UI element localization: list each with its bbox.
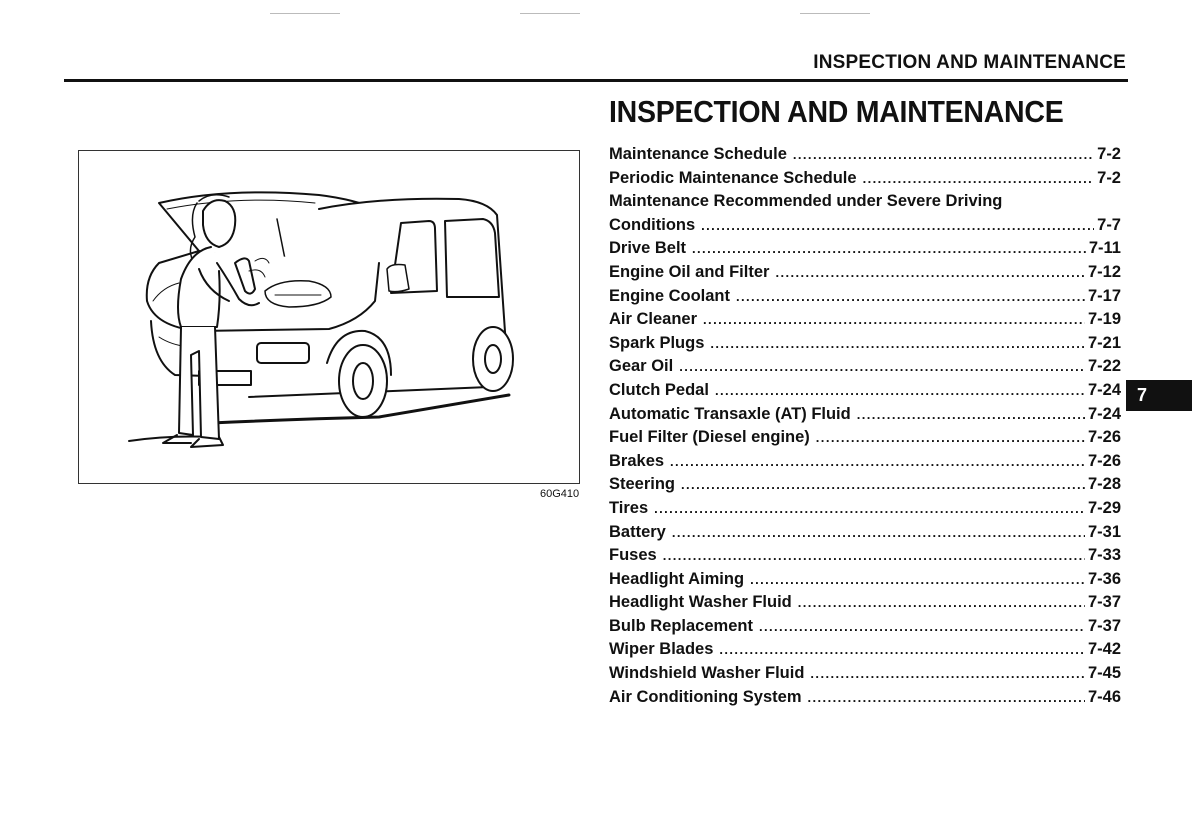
toc-entry[interactable]	[609, 688, 1121, 712]
toc-label: Fuel Filter (Diesel engine)	[609, 428, 810, 447]
toc-entry[interactable]	[609, 452, 1121, 476]
leader-dots	[654, 501, 1085, 516]
toc-entry[interactable]	[609, 192, 1121, 216]
toc-label: Conditions	[609, 215, 696, 234]
toc-label: Headlight Aiming	[609, 569, 745, 588]
toc-page: 7-36	[1087, 569, 1121, 588]
toc-entry[interactable]	[609, 664, 1121, 688]
leader-dots	[679, 359, 1085, 374]
leader-dots	[863, 171, 1095, 186]
page-title: INSPECTION AND MAINTENANCE	[609, 94, 1064, 129]
leader-dots	[663, 548, 1085, 563]
toc-label: Drive Belt	[609, 239, 687, 258]
toc-page: 7-37	[1087, 593, 1121, 612]
leader-dots	[692, 241, 1086, 256]
toc-entry[interactable]	[609, 570, 1121, 594]
toc-label: Automatic Transaxle (AT) Fluid	[609, 404, 851, 423]
leader-dots	[816, 430, 1085, 445]
toc-entry[interactable]	[609, 523, 1121, 547]
toc-label: Steering	[609, 475, 676, 494]
toc-entry[interactable]	[609, 640, 1121, 664]
toc-page: 7-11	[1088, 239, 1121, 258]
leader-dots	[736, 289, 1085, 304]
toc-entry[interactable]	[609, 310, 1121, 334]
toc-page: 7-7	[1097, 215, 1121, 234]
toc-page: 7-22	[1087, 357, 1121, 376]
toc-entry[interactable]	[609, 475, 1121, 499]
scan-artifact	[800, 13, 870, 14]
toc-label: Headlight Washer Fluid	[609, 593, 792, 612]
toc-label: Maintenance Recommended under Severe Driving	[609, 192, 1003, 211]
toc-label: Windshield Washer Fluid	[609, 664, 805, 683]
toc-label: Battery	[609, 522, 666, 541]
toc-label: Tires	[609, 498, 649, 517]
leader-dots	[672, 525, 1085, 540]
toc-page: 7-26	[1087, 451, 1121, 470]
toc-page: 7-42	[1087, 640, 1121, 659]
toc-label: Engine Coolant	[609, 286, 730, 305]
leader-dots	[703, 312, 1085, 327]
toc-page: 7-12	[1087, 262, 1121, 281]
toc-page: 7-17	[1087, 286, 1121, 305]
toc-label: Spark Plugs	[609, 333, 705, 352]
toc-entry[interactable]	[609, 334, 1121, 358]
chapter-tab[interactable]: 7	[1126, 380, 1192, 411]
toc-entry[interactable]	[609, 405, 1121, 429]
toc-page: 7-46	[1087, 687, 1121, 706]
leader-dots	[775, 265, 1085, 280]
leader-dots	[857, 407, 1085, 422]
toc-entry[interactable]	[609, 263, 1121, 287]
toc-entry[interactable]	[609, 617, 1121, 641]
toc-label: Air Cleaner	[609, 310, 698, 329]
leader-dots	[701, 218, 1094, 233]
toc-label: Fuses	[609, 546, 657, 565]
toc-entry[interactable]	[609, 593, 1121, 617]
leader-dots	[670, 454, 1085, 469]
header-rule	[64, 79, 1128, 82]
toc-page: 7-33	[1087, 546, 1121, 565]
toc-entry[interactable]	[609, 239, 1121, 263]
toc-label: Engine Oil and Filter	[609, 262, 770, 281]
leader-dots	[793, 147, 1094, 162]
leader-dots	[715, 383, 1085, 398]
running-header: INSPECTION AND MAINTENANCE	[813, 52, 1126, 73]
toc-page: 7-29	[1087, 498, 1121, 517]
toc-entry[interactable]	[609, 546, 1121, 570]
scan-artifact	[270, 13, 340, 14]
toc-label: Clutch Pedal	[609, 380, 709, 399]
leader-dots	[759, 619, 1085, 634]
leader-dots	[810, 666, 1085, 681]
toc-page: 7-24	[1087, 404, 1121, 423]
person-inspecting-engine-illustration	[79, 151, 580, 484]
scan-artifact	[520, 13, 580, 14]
toc-entry[interactable]	[609, 216, 1121, 240]
table-of-contents	[609, 145, 1121, 711]
toc-page: 7-21	[1087, 333, 1121, 352]
toc-entry[interactable]	[609, 428, 1121, 452]
leader-dots	[798, 595, 1085, 610]
leader-dots	[719, 642, 1085, 657]
toc-label: Brakes	[609, 451, 665, 470]
figure-code: 60G410	[540, 488, 580, 500]
toc-label: Periodic Maintenance Schedule	[609, 168, 857, 187]
toc-entry[interactable]	[609, 169, 1121, 193]
illustration-frame	[78, 150, 580, 484]
toc-page: 7-26	[1087, 428, 1121, 447]
leader-dots	[710, 336, 1085, 351]
toc-page: 7-2	[1097, 168, 1121, 187]
toc-label: Gear Oil	[609, 357, 674, 376]
toc-label: Wiper Blades	[609, 640, 714, 659]
toc-page: 7-45	[1087, 664, 1121, 683]
toc-label: Air Conditioning System	[609, 687, 802, 706]
toc-page: 7-2	[1097, 145, 1121, 163]
toc-page: 7-19	[1087, 310, 1121, 329]
toc-entry[interactable]	[609, 357, 1121, 381]
toc-label: Maintenance Schedule	[609, 145, 787, 163]
toc-entry[interactable]	[609, 287, 1121, 311]
toc-entry[interactable]	[609, 381, 1121, 405]
toc-entry[interactable]	[609, 499, 1121, 523]
leader-dots	[750, 572, 1085, 587]
toc-page: 7-28	[1087, 475, 1121, 494]
toc-page: 7-24	[1087, 380, 1121, 399]
toc-entry[interactable]	[609, 145, 1121, 169]
leader-dots	[808, 690, 1085, 705]
toc-page: 7-37	[1087, 616, 1121, 635]
toc-label: Bulb Replacement	[609, 616, 753, 635]
toc-page: 7-31	[1087, 522, 1121, 541]
leader-dots	[681, 477, 1085, 492]
